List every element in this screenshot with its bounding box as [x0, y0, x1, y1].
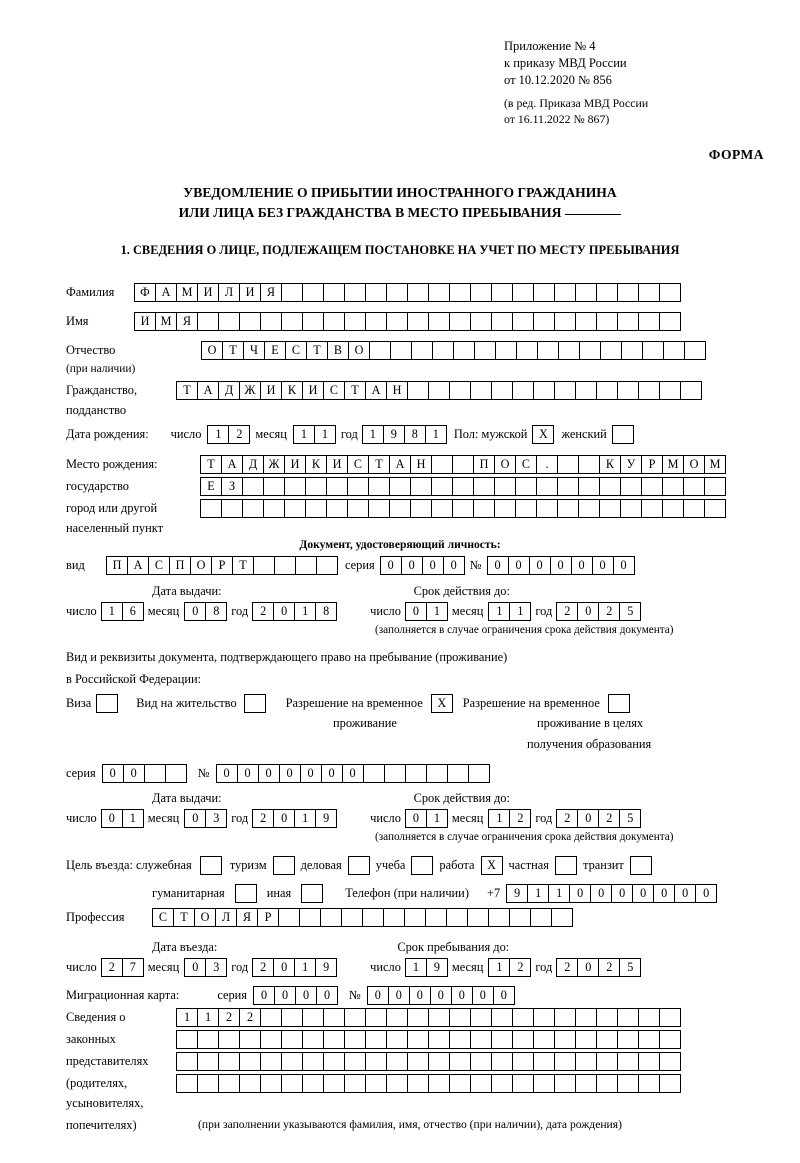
temp-residence-checkbox[interactable]: Х — [431, 694, 453, 713]
legal-rep-label-2: законных — [66, 1032, 116, 1046]
birth-place-settlement-label: населенный пункт — [66, 521, 164, 535]
birth-place-city-label: город или другой — [66, 501, 158, 515]
document-kind-input[interactable]: П А С П О Р Т — [106, 556, 337, 575]
patronymic-input[interactable]: О Т Ч Е С Т В О — [201, 341, 705, 360]
row-purpose-2 — [152, 884, 716, 903]
row-birth-place-sub3 — [66, 521, 200, 536]
edu-residence-checkbox[interactable] — [608, 694, 630, 713]
row-legal-rep-4 — [66, 1074, 680, 1093]
row-birth-place-sub1 — [66, 477, 725, 496]
amendment-line-2: от 16.11.2022 № 867) — [504, 111, 610, 126]
entry-day-label: число — [66, 960, 97, 974]
row-permit-dates — [66, 809, 640, 828]
row-legal-rep-5 — [66, 1096, 143, 1111]
purpose-private-label: частная — [508, 858, 549, 872]
row-temp-residence-label-2 — [333, 716, 397, 731]
header-line-1: Приложение № 4 — [504, 39, 596, 53]
legal-rep-label-6: попечителях) — [66, 1118, 137, 1132]
document-kind-label: вид — [66, 558, 85, 572]
birth-day-label: число — [170, 427, 202, 441]
row-birth-date — [66, 425, 634, 444]
purpose-service-checkbox[interactable] — [200, 856, 222, 875]
stay-year-label: год — [535, 960, 553, 974]
purpose-transit-label: транзит — [583, 858, 624, 872]
document-valid-until-label: Срок действия до: — [413, 584, 510, 598]
legal-rep-note: (при заполнении указываются фамилия, имя, отчество (при наличии), дата рождения) — [198, 1118, 622, 1131]
birth-year-input[interactable]: 1 9 8 1 — [362, 425, 446, 444]
doc-issue-month-label: месяц — [147, 604, 180, 618]
profession-label: Профессия — [66, 910, 125, 924]
purpose-private-checkbox[interactable] — [555, 856, 577, 875]
surname-input[interactable]: Ф А М И Л И Я — [134, 283, 680, 302]
doc-issue-day-label: число — [66, 604, 97, 618]
permit-issue-day-label: число — [66, 811, 97, 825]
migration-number-input[interactable]: 0 0 0 0 0 0 0 — [367, 986, 514, 1005]
citizenship-label: Гражданство, — [66, 383, 138, 397]
row-citizenship-sub — [66, 403, 126, 418]
legal-rep-label-5: усыновителях, — [66, 1096, 144, 1110]
patronymic-label: Отчество — [66, 343, 116, 357]
stay-until-label: Срок пребывания до: — [397, 940, 510, 954]
legal-rep-input-line4[interactable] — [176, 1074, 680, 1093]
stay-day-label: число — [370, 960, 401, 974]
patronymic-sublabel: (при наличии) — [66, 363, 136, 375]
permit-valid-year-label: год — [535, 811, 553, 825]
name-label: Имя — [66, 314, 89, 328]
doc-issue-year-input[interactable]: 2 0 1 8 — [252, 602, 336, 621]
migration-card-label: Миграционная карта: — [66, 988, 180, 1002]
permit-title-line-1: Вид и реквизиты документа, подтверждающего право на пребывание (проживание) — [66, 650, 508, 664]
birth-place-input-line1[interactable]: Т А Д Ж И К И С Т А Н П О С . К У Р М О М — [200, 455, 725, 474]
entry-month-label: месяц — [147, 960, 180, 974]
doc-valid-month-input[interactable]: 1 1 — [488, 602, 530, 621]
section-1-heading: 1. СВЕДЕНИЯ О ЛИЦЕ, ПОДЛЕЖАЩЕМ ПОСТАНОВКЕ НА УЧЕТ ПО МЕСТУ ПРЕБЫВАНИЯ — [120, 243, 680, 257]
purpose-work-label: работа — [439, 858, 475, 872]
legal-rep-input-line2[interactable] — [176, 1030, 680, 1049]
title-blank-line — [565, 214, 621, 215]
permit-valid-year-input[interactable]: 2 0 2 5 — [556, 809, 640, 828]
permit-issue-year-input[interactable]: 2 0 1 9 — [252, 809, 336, 828]
row-legal-rep-1 — [66, 1008, 680, 1027]
document-series-input[interactable]: 0 0 0 0 — [380, 556, 464, 575]
temp-residence-label-2: проживание — [333, 716, 397, 730]
purpose-business-label: деловая — [300, 858, 342, 872]
row-citizenship — [66, 381, 701, 400]
header-line-3: от 10.12.2020 № 856 — [504, 72, 612, 87]
doc-valid-year-input[interactable]: 2 0 2 5 — [556, 602, 640, 621]
permit-valid-month-input[interactable]: 1 2 — [488, 809, 530, 828]
permit-issue-month-label: месяц — [147, 811, 180, 825]
row-document — [66, 556, 634, 575]
purpose-study-label: учеба — [375, 858, 406, 872]
surname-label: Фамилия — [66, 285, 115, 299]
purpose-humanitarian-checkbox[interactable] — [235, 884, 257, 903]
row-entry-labels — [152, 940, 509, 955]
legal-rep-label-4: (родителях, — [66, 1076, 128, 1090]
doc-issue-month-input[interactable]: 0 8 — [184, 602, 226, 621]
stay-day-input[interactable]: 1 9 — [405, 958, 447, 977]
title-line-2: ИЛИ ЛИЦА БЕЗ ГРАЖДАНСТВА В МЕСТО ПРЕБЫВАНИЯ — [178, 204, 562, 220]
visa-label: Виза — [66, 696, 92, 710]
legal-rep-label-3: представителях — [66, 1054, 149, 1068]
row-birth-place-sub2 — [66, 499, 725, 518]
residence-permit-label: Вид на жительство — [136, 696, 237, 710]
doc-valid-month-label: месяц — [451, 604, 484, 618]
residence-permit-checkbox[interactable] — [244, 694, 266, 713]
entry-date-label: Дата въезда: — [152, 940, 218, 954]
permit-valid-day-input[interactable]: 0 1 — [405, 809, 447, 828]
stay-month-label: месяц — [451, 960, 484, 974]
permit-issue-day-input[interactable]: 0 1 — [101, 809, 143, 828]
sex-male-label: Пол: мужской — [453, 427, 528, 441]
row-migration-card — [66, 986, 514, 1005]
row-doc-dates-labels — [152, 584, 510, 599]
row-permit-types — [66, 694, 630, 713]
migration-series-label: серия — [217, 988, 247, 1002]
edu-residence-label-3: получения образования — [527, 737, 652, 751]
row-doc-dates — [66, 602, 640, 621]
birth-day-input[interactable]: 1 2 — [207, 425, 249, 444]
phone-prefix: +7 — [486, 886, 501, 900]
permit-number-input[interactable]: 0 0 0 0 0 0 0 — [216, 764, 489, 783]
purpose-other-label: иная — [266, 886, 292, 900]
document-header — [504, 38, 764, 127]
legal-rep-label-1: Сведения о — [66, 1010, 126, 1024]
purpose-transit-checkbox[interactable] — [630, 856, 652, 875]
header-line-2: к приказу МВД России — [504, 55, 627, 70]
birth-month-input[interactable]: 1 1 — [293, 425, 335, 444]
stay-year-input[interactable]: 2 0 2 5 — [556, 958, 640, 977]
row-patronymic — [66, 341, 705, 360]
entry-year-input[interactable]: 2 0 1 9 — [252, 958, 336, 977]
sex-female-checkbox[interactable] — [612, 425, 634, 444]
permit-valid-until-label: Срок действия до: — [413, 791, 510, 805]
temp-residence-label-1: Разрешение на временное — [285, 696, 423, 710]
purpose-other-checkbox[interactable] — [301, 884, 323, 903]
row-entry-dates — [66, 958, 640, 977]
row-purpose — [66, 856, 652, 875]
row-permit-title-1 — [66, 650, 507, 665]
amendment-line-1: (в ред. Приказа МВД России — [504, 95, 649, 110]
sex-male-checkbox[interactable]: Х — [532, 425, 554, 444]
birth-place-input-line3[interactable] — [200, 499, 725, 518]
row-permit-dates-labels — [152, 791, 510, 806]
birth-year-label: год — [340, 427, 358, 441]
doc-valid-day-input[interactable]: 0 1 — [405, 602, 447, 621]
title-line-1: УВЕДОМЛЕНИЕ О ПРИБЫТИИ ИНОСТРАННОГО ГРАЖДАНИНА — [183, 185, 617, 200]
doc-limited-note: (заполняется в случае ограничения срока действия документа) — [375, 624, 674, 636]
legal-rep-input-line1[interactable]: 1 1 2 2 — [176, 1008, 680, 1027]
entry-day-input[interactable]: 2 7 — [101, 958, 143, 977]
phone-input[interactable]: 9 1 1 0 0 0 0 0 0 0 — [506, 884, 716, 903]
row-doc-limited-note — [375, 624, 673, 636]
legal-rep-input-line3[interactable] — [176, 1052, 680, 1071]
row-name — [66, 312, 680, 331]
migration-number-label: № — [349, 988, 361, 1002]
permit-valid-day-label: число — [370, 811, 401, 825]
permit-issue-date-label: Дата выдачи: — [152, 791, 222, 805]
citizenship-input[interactable]: Т А Д Ж И К И С Т А Н — [176, 381, 701, 400]
purpose-tourism-checkbox[interactable] — [273, 856, 295, 875]
doc-valid-day-label: число — [370, 604, 401, 618]
identity-document-heading: Документ, удостоверяющий личность: — [299, 538, 501, 551]
citizenship-label-2: подданство — [66, 403, 127, 417]
permit-issue-year-label: год — [231, 811, 249, 825]
row-surname — [66, 283, 680, 302]
profession-input[interactable]: С Т О Л Я Р — [152, 908, 572, 927]
row-profession — [66, 908, 572, 927]
row-permit-title-2 — [66, 672, 201, 687]
sex-female-label: женский — [561, 427, 607, 441]
permit-valid-month-label: месяц — [451, 811, 484, 825]
page-title — [0, 183, 800, 222]
phone-label: Телефон (при наличии) — [345, 886, 469, 900]
permit-number-label: № — [197, 766, 210, 780]
stay-month-input[interactable]: 1 2 — [488, 958, 530, 977]
document-number-label: № — [469, 558, 482, 572]
row-birth-place — [66, 455, 725, 474]
birth-month-label: месяц — [255, 427, 287, 441]
purpose-work-checkbox[interactable]: Х — [481, 856, 503, 875]
purpose-label: Цель въезда: служебная — [66, 858, 192, 872]
doc-issue-year-label: год — [231, 604, 249, 618]
purpose-humanitarian-label: гуманитарная — [152, 886, 225, 900]
row-permit-limited-note — [375, 831, 673, 843]
permit-limited-note: (заполняется в случае ограничения срока действия документа) — [375, 831, 674, 843]
form-word: ФОРМА — [708, 147, 764, 162]
edu-residence-label-1: Разрешение на временное — [462, 696, 600, 710]
document-number-input[interactable]: 0 0 0 0 0 0 0 — [487, 556, 634, 575]
row-legal-rep-2 — [66, 1030, 680, 1049]
permit-issue-month-input[interactable]: 0 3 — [184, 809, 226, 828]
edu-residence-label-2: проживание в целях — [537, 716, 644, 730]
permit-title-line-2: в Российской Федерации: — [66, 672, 202, 686]
birth-place-state-label: государство — [66, 479, 129, 493]
row-legal-rep-3 — [66, 1052, 680, 1071]
row-edu-residence-label-2 — [537, 716, 643, 731]
purpose-tourism-label: туризм — [229, 858, 267, 872]
birth-place-input-line2[interactable]: Е З — [200, 477, 725, 496]
permit-series-input[interactable]: 0 0 — [102, 764, 186, 783]
permit-series-label: серия — [66, 766, 96, 780]
birth-date-label: Дата рождения: — [66, 427, 149, 441]
migration-series-input[interactable]: 0 0 0 0 — [253, 986, 337, 1005]
row-edu-residence-label-3 — [527, 737, 651, 752]
document-issue-date-label: Дата выдачи: — [152, 584, 222, 598]
purpose-study-checkbox[interactable] — [411, 856, 433, 875]
purpose-business-checkbox[interactable] — [348, 856, 370, 875]
entry-month-input[interactable]: 0 3 — [184, 958, 226, 977]
row-permit-series — [66, 764, 489, 783]
doc-issue-day-input[interactable]: 1 6 — [101, 602, 143, 621]
entry-year-label: год — [231, 960, 249, 974]
visa-checkbox[interactable] — [96, 694, 118, 713]
birth-place-label: Место рождения: — [66, 457, 158, 471]
row-patronymic-sub — [66, 363, 135, 375]
doc-valid-year-label: год — [535, 604, 553, 618]
document-series-label: серия — [345, 558, 375, 572]
name-input[interactable]: И М Я — [134, 312, 680, 331]
